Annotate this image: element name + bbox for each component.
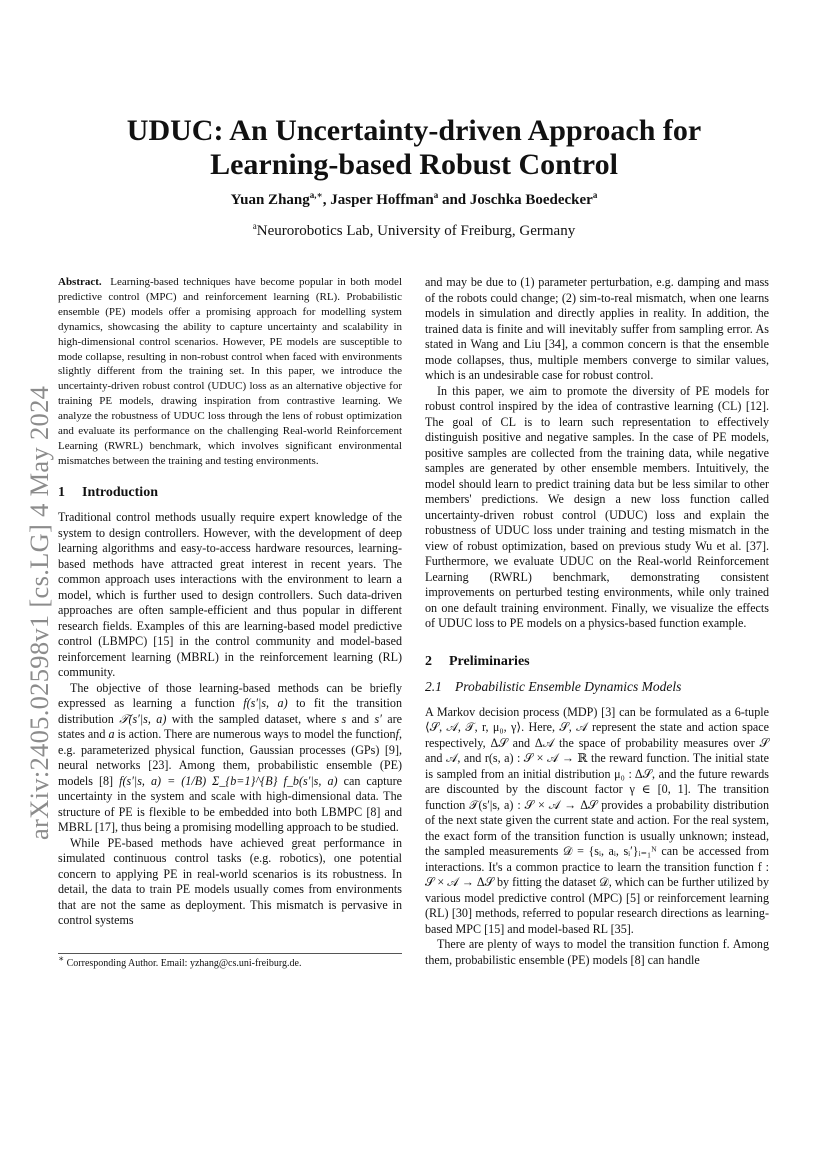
paper-title <box>80 114 748 182</box>
author-affiliation-mark: a <box>592 190 598 200</box>
footnote <box>58 953 402 970</box>
text-run: The objective of those learning-based methods can be briefly expressed as learning a function <box>58 680 402 711</box>
intro-paragraph-2 <box>58 681 402 836</box>
subsection-title: Probabilistic Ensemble Dynamics Models <box>455 679 682 694</box>
intro-paragraph-3: While PE-based methods have achieved great performance in simulated continuous control tasks (e.g. robotics), one potential concern to applying PE in real-world scenarios is its robustness. In detail, the data to train PE models usually comes from environments that are not the same as deployment. This mismatch is pervasive in control systems <box>58 835 402 928</box>
text-run: to fit the transition distribution <box>58 696 402 726</box>
text-run: , e.g. parameterized physical function, Gaussian processes (GPs) [9], neural networks [23]. Among them, probabilistic ensemble (PE) models [8] <box>58 727 402 788</box>
math-inline: f(s′|s, a) = (1/B) Σ_{b=1}^{B} f_b(s′|s, a) <box>119 773 338 788</box>
text-run: can capture uncertainty in the system and scale with high-dimensional data. The structure of PE is flexible to be embedded into both LBMPC [8] and MBRL [17], thus being a promising modelling approach to be studied. <box>58 773 402 835</box>
intro-paragraph-1: Traditional control methods usually require expert knowledge of the system to design controllers. However, with the development of deep learning algorithms and easy-to-access hardware resources, learning-based methods have attracted great interest in recent years. The common approach uses interactions with the environment to learn a model, which is further used to design controllers. Such data-driven approaches are often sample-efficient and thus popular in different research fields. Examples of this are learning-based model predictive control (LBMPC) [15] in the control community and model-based reinforcement learning (MBRL) in the reinforcement learning (RL) community. <box>58 510 402 680</box>
subsection-heading <box>425 679 769 695</box>
left-column <box>58 275 402 929</box>
math-inline: f <box>395 727 399 742</box>
author-affiliation-mark: a <box>433 190 439 200</box>
arxiv-identifier: arXiv:2405.02598v1 [cs.LG] 4 May 2024 <box>24 385 54 840</box>
author-affiliation-mark: a,∗ <box>309 190 323 200</box>
right-column <box>425 275 769 968</box>
section-number: 2 <box>425 653 432 669</box>
abstract <box>58 275 402 469</box>
abstract-text: Learning-based techniques have become popular in both model predictive control (MPC) and reinforcement learning (RL). Probabilistic ensemble (PE) models offer a promising approach for modelling system dynamics, showcasing the ability to capture uncertainty and scalability in high-dimensional control scenarios. However, PE models are susceptible to mode collapse, resulting in non-robust control when faced with environments slightly different from the training set. In this paper, we introduce the uncertainty-driven robust control (UDUC) loss as an alternative objective for training PE models, drawing inspiration from contrastive learning. We analyze the robustness of UDUC loss through the lens of robust optimization and evaluate its performance on the challenging Real-world Reinforcement Learning (RWRL) benchmark, which involves significant environmental mismatches between the training and testing environments. <box>58 276 402 467</box>
footnote-text: Corresponding Author. Email: yzhang@cs.uni-freiburg.de. <box>66 958 302 969</box>
title-line-2: Learning-based Robust Control <box>210 148 618 181</box>
author-name: Jasper Hoffman <box>330 192 434 208</box>
math-inline: 𝒯(s′|s, a) <box>119 711 167 726</box>
text-run: and <box>351 711 370 726</box>
section-title: Preliminaries <box>449 653 530 669</box>
text-run: are states and <box>58 711 403 742</box>
math-inline: f(s′|s, a) <box>243 696 288 711</box>
math-inline: s′ <box>374 711 382 726</box>
body-paragraph: A Markov decision process (MDP) [3] can be formulated as a 6-tuple ⟨𝒮, 𝒜, 𝒯, r, μ₀, γ⟩. Here, 𝒮, 𝒜 represent the state and action space respectively, Δ𝒮 and Δ𝒜 the space of probability measures over 𝒮 and 𝒜, and r(s, a) : 𝒮 × 𝒜 → ℝ the reward function. The initial state is sampled from an initial distribution μ₀ : Δ𝒮, and the future rewards are discounted by the discount factor γ ∈ [0, 1]. The transition function 𝒯(s′|s, a) : 𝒮 × 𝒜 → Δ𝒮 provides a probability distribution of the next state given the current state and action. For the real system, the exact form of the transition function is usually unknown; instead, the sampled measurements 𝒟 = {sᵢ, aᵢ, sᵢ′}ᵢ₌₁ᴺ can be accessed from interactions. It's a common practice to learn the transition function f : 𝒮 × 𝒜 → Δ𝒮 by fitting the dataset 𝒟, which can be further utilized by various model predictive control (MPC) [5] or reinforcement learning (RL) [30] methods, referred to popular research directions as learning-based MPC [15] and model-based RL [35]. <box>425 704 769 936</box>
arxiv-identifier-stamp <box>18 360 54 840</box>
text-run: is action. There are numerous ways to model the function <box>117 727 396 742</box>
affiliation-mark: a <box>252 221 257 231</box>
body-paragraph: In this paper, we aim to promote the diversity of PE models for robust control inspired by the idea of contrastive learning (CL) [12]. The goal of CL is to learn such representation to effectively distinguish positive and negative samples. In the case of PE models, positive samples are collected from the training data, while negative samples are generated by other ensemble members. Intuitively, the model should learn to predict training data but be less similar to other members' predictions. We design a new loss function called uncertainty-driven robust control (UDUC) loss and explain the robustness of UDUC loss under training and testing mismatch in the view of robust optimization, based on previous study Wu et al. [37]. Furthermore, we evaluate UDUC on the Real-world Reinforcement Learning (RWRL) benchmark, demonstrating consistent improvements on perturbed testing environments, while only trained on one default training environment. Finally, we visualize the effects of UDUC loss to PE models on a physics-based function example. <box>425 383 769 630</box>
abstract-label: Abstract. <box>58 276 102 288</box>
author-name: Yuan Zhang <box>230 192 310 208</box>
math-inline: s <box>341 711 347 726</box>
author-list: Yuan Zhang$^{a,∗}$, Jasper Hoffman$^a$ and Joschka Boedecker$^a$ <box>230 190 598 208</box>
section-title: Introduction <box>82 484 158 500</box>
footnote-mark: ∗ <box>58 953 65 964</box>
author-name: Joschka Boedecker <box>469 192 593 208</box>
section-number: 1 <box>58 484 65 500</box>
section-heading-preliminaries <box>425 654 769 670</box>
section-heading-introduction <box>58 485 402 501</box>
body-paragraph: There are plenty of ways to model the transition function f. Among them, probabilistic ensemble (PE) models [8] can handle <box>425 937 769 967</box>
affiliation <box>80 223 748 240</box>
subsection-number: 2.1 <box>425 679 442 694</box>
text-run: with the sampled dataset, where <box>171 711 337 726</box>
title-line-1: UDUC: An Uncertainty-driven Approach for <box>126 114 702 147</box>
affiliation-text: Neurorobotics Lab, University of Freiburg, Germany <box>256 223 576 239</box>
math-inline: a <box>108 727 115 742</box>
body-paragraph: and may be due to (1) parameter perturbation, e.g. damping and mass of the robots could change; (2) sim-to-real mismatch, when one learns models in simulation and directly applies in reality. In addition, the trained data is finite and will inevitably suffer from sampling error. As stated in Wang and Liu [34], a common concern is that the ensemble mode collapses, thus, multiple members converge to similar values, which is an undesirable case for robust control. <box>425 275 769 382</box>
